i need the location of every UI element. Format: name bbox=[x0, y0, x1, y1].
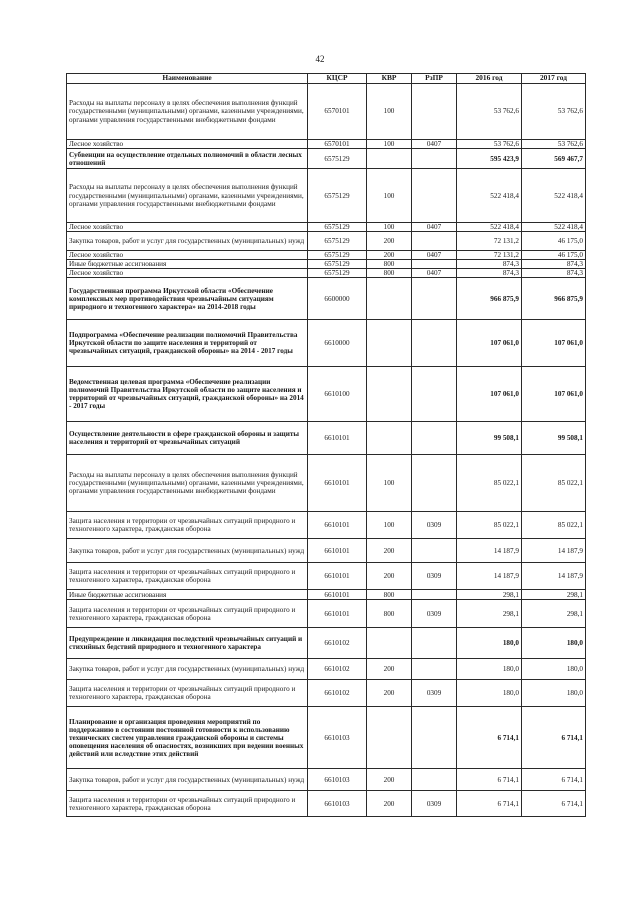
row-amount-2017: 298,1 bbox=[522, 600, 586, 628]
row-name: Защита населения и территории от чрезвычайных ситуаций природного и техногенного характера, гражданская оборона bbox=[67, 791, 308, 817]
row-amount-2016: 6 714,1 bbox=[457, 769, 522, 791]
row-kcsr: 6610101 bbox=[308, 455, 367, 512]
row-amount-2017: 46 175,0 bbox=[522, 251, 586, 260]
row-amount-2017: 53 762,6 bbox=[522, 84, 586, 140]
row-rzpr: 0309 bbox=[412, 680, 457, 707]
row-name: Подпрограмма «Обеспечение реализации полномочий Правительства Иркутской области по защите населения и территорий от чрезвычайных ситуаций, гражданской обороны» на 2014 - 2017 годы bbox=[67, 320, 308, 367]
row-name: Расходы на выплаты персоналу в целях обеспечения выполнения функций государственными (муниципальными) органами, казенными учреждениями, органами управления государственными внебюджетными фондами bbox=[67, 169, 308, 223]
row-amount-2017: 14 187,9 bbox=[522, 539, 586, 563]
row-kvr: 800 bbox=[367, 600, 412, 628]
row-amount-2016: 53 762,6 bbox=[457, 84, 522, 140]
row-amount-2016: 180,0 bbox=[457, 628, 522, 659]
row-kcsr: 6610102 bbox=[308, 659, 367, 680]
row-amount-2017: 180,0 bbox=[522, 659, 586, 680]
row-rzpr bbox=[412, 422, 457, 455]
table-row bbox=[67, 232, 586, 251]
row-amount-2017: 85 022,1 bbox=[522, 512, 586, 539]
table-row bbox=[67, 251, 586, 260]
row-amount-2017: 874,3 bbox=[522, 260, 586, 269]
row-name: Защита населения и территории от чрезвычайных ситуаций природного и техногенного характера, гражданская оборона bbox=[67, 600, 308, 628]
row-kcsr: 6610103 bbox=[308, 769, 367, 791]
row-kvr bbox=[367, 320, 412, 367]
row-kcsr: 6575129 bbox=[308, 269, 367, 278]
table-header-row bbox=[67, 74, 586, 84]
row-kcsr: 6570101 bbox=[308, 140, 367, 149]
row-name: Предупреждение и ликвидация последствий чрезвычайных ситуаций и стихийных бедствий природного и техногенного характера bbox=[67, 628, 308, 659]
row-kvr: 100 bbox=[367, 84, 412, 140]
row-kcsr: 6610101 bbox=[308, 539, 367, 563]
row-name: Осуществление деятельности в сфере гражданской обороны и защиты населения и территорий от чрезвычайных ситуаций bbox=[67, 422, 308, 455]
row-amount-2017: 6 714,1 bbox=[522, 769, 586, 791]
row-name: Государственная программа Иркутской области «Обеспечение комплексных мер противодействия чрезвычайным ситуациям природного и техногенного характера» на 2014-2018 годы bbox=[67, 278, 308, 320]
header-2016: 2016 год bbox=[457, 74, 522, 84]
row-kcsr: 6575129 bbox=[308, 169, 367, 223]
row-amount-2017: 6 714,1 bbox=[522, 791, 586, 817]
row-amount-2016: 72 131,2 bbox=[457, 251, 522, 260]
table-row bbox=[67, 455, 586, 512]
row-rzpr bbox=[412, 149, 457, 169]
row-kcsr: 6610102 bbox=[308, 628, 367, 659]
header-rzpr: РзПР bbox=[412, 74, 457, 84]
row-kvr bbox=[367, 278, 412, 320]
row-amount-2016: 72 131,2 bbox=[457, 232, 522, 251]
table-row bbox=[67, 512, 586, 539]
row-amount-2017: 522 418,4 bbox=[522, 169, 586, 223]
table-row bbox=[67, 278, 586, 320]
row-kvr: 100 bbox=[367, 169, 412, 223]
row-kvr bbox=[367, 707, 412, 769]
row-kvr: 100 bbox=[367, 223, 412, 232]
table-row bbox=[67, 590, 586, 600]
row-kcsr: 6610103 bbox=[308, 791, 367, 817]
row-rzpr bbox=[412, 659, 457, 680]
row-kvr: 200 bbox=[367, 769, 412, 791]
table-row bbox=[67, 563, 586, 590]
table-row bbox=[67, 260, 586, 269]
row-amount-2016: 298,1 bbox=[457, 590, 522, 600]
row-name: Лесное хозяйство bbox=[67, 223, 308, 232]
row-kvr: 200 bbox=[367, 680, 412, 707]
budget-table bbox=[66, 73, 586, 817]
row-amount-2016: 99 508,1 bbox=[457, 422, 522, 455]
row-name: Лесное хозяйство bbox=[67, 251, 308, 260]
row-kvr: 200 bbox=[367, 539, 412, 563]
row-kcsr: 6575129 bbox=[308, 260, 367, 269]
row-name: Закупка товаров, работ и услуг для государственных (муниципальных) нужд bbox=[67, 769, 308, 791]
row-kvr: 200 bbox=[367, 232, 412, 251]
row-rzpr: 0407 bbox=[412, 269, 457, 278]
table-row bbox=[67, 422, 586, 455]
row-amount-2017: 6 714,1 bbox=[522, 707, 586, 769]
table-row bbox=[67, 791, 586, 817]
row-rzpr: 0309 bbox=[412, 512, 457, 539]
row-amount-2016: 53 762,6 bbox=[457, 140, 522, 149]
row-rzpr bbox=[412, 707, 457, 769]
row-rzpr bbox=[412, 590, 457, 600]
row-amount-2017: 99 508,1 bbox=[522, 422, 586, 455]
row-name: Субвенции на осуществление отдельных полномочий в области лесных отношений bbox=[67, 149, 308, 169]
row-name: Иные бюджетные ассигнования bbox=[67, 260, 308, 269]
row-kvr: 200 bbox=[367, 791, 412, 817]
row-rzpr bbox=[412, 367, 457, 422]
row-amount-2016: 6 714,1 bbox=[457, 791, 522, 817]
table-row bbox=[67, 140, 586, 149]
row-amount-2016: 522 418,4 bbox=[457, 169, 522, 223]
row-name: Расходы на выплаты персоналу в целях обеспечения выполнения функций государственными (муниципальными) органами, казенными учреждениями, органами управления государственными внебюджетными фондами bbox=[67, 84, 308, 140]
row-rzpr bbox=[412, 232, 457, 251]
table-row bbox=[67, 628, 586, 659]
header-kvr: КВР bbox=[367, 74, 412, 84]
row-amount-2017: 85 022,1 bbox=[522, 455, 586, 512]
row-amount-2016: 180,0 bbox=[457, 659, 522, 680]
row-name: Закупка товаров, работ и услуг для государственных (муниципальных) нужд bbox=[67, 659, 308, 680]
row-name: Защита населения и территории от чрезвычайных ситуаций природного и техногенного характера, гражданская оборона bbox=[67, 563, 308, 590]
row-kvr bbox=[367, 149, 412, 169]
table-body bbox=[67, 84, 586, 817]
row-amount-2016: 966 875,9 bbox=[457, 278, 522, 320]
row-kcsr: 6610100 bbox=[308, 367, 367, 422]
row-kcsr: 6570101 bbox=[308, 84, 367, 140]
row-kvr: 800 bbox=[367, 260, 412, 269]
table-row bbox=[67, 680, 586, 707]
table-row bbox=[67, 320, 586, 367]
row-kvr: 100 bbox=[367, 140, 412, 149]
table-row bbox=[67, 223, 586, 232]
row-kvr: 200 bbox=[367, 659, 412, 680]
row-kvr bbox=[367, 367, 412, 422]
row-kvr: 100 bbox=[367, 455, 412, 512]
row-amount-2016: 107 061,0 bbox=[457, 367, 522, 422]
row-amount-2017: 107 061,0 bbox=[522, 320, 586, 367]
row-amount-2016: 85 022,1 bbox=[457, 512, 522, 539]
row-rzpr bbox=[412, 628, 457, 659]
row-name: Защита населения и территории от чрезвычайных ситуаций природного и техногенного характера, гражданская оборона bbox=[67, 512, 308, 539]
row-amount-2017: 874,3 bbox=[522, 269, 586, 278]
header-2017: 2017 год bbox=[522, 74, 586, 84]
row-amount-2016: 298,1 bbox=[457, 600, 522, 628]
table-row bbox=[67, 659, 586, 680]
row-name: Закупка товаров, работ и услуг для государственных (муниципальных) нужд bbox=[67, 539, 308, 563]
table-row bbox=[67, 269, 586, 278]
row-kvr: 200 bbox=[367, 563, 412, 590]
row-rzpr: 0407 bbox=[412, 223, 457, 232]
row-amount-2016: 14 187,9 bbox=[457, 563, 522, 590]
row-amount-2016: 595 423,9 bbox=[457, 149, 522, 169]
header-name: Наименование bbox=[67, 74, 308, 84]
row-kcsr: 6610101 bbox=[308, 512, 367, 539]
table-row bbox=[67, 769, 586, 791]
row-rzpr bbox=[412, 84, 457, 140]
row-kvr: 200 bbox=[367, 251, 412, 260]
row-amount-2017: 107 061,0 bbox=[522, 367, 586, 422]
row-amount-2017: 180,0 bbox=[522, 628, 586, 659]
page-number: 42 bbox=[315, 54, 325, 64]
row-rzpr bbox=[412, 278, 457, 320]
row-name: Лесное хозяйство bbox=[67, 269, 308, 278]
row-kcsr: 6575129 bbox=[308, 149, 367, 169]
row-rzpr: 0309 bbox=[412, 563, 457, 590]
row-kcsr: 6575129 bbox=[308, 232, 367, 251]
row-kcsr: 6610101 bbox=[308, 600, 367, 628]
row-name: Расходы на выплаты персоналу в целях обеспечения выполнения функций государственными (муниципальными) органами, казенными учреждениями, органами управления государственными внебюджетными фондами bbox=[67, 455, 308, 512]
row-kcsr: 6610101 bbox=[308, 563, 367, 590]
row-amount-2017: 522 418,4 bbox=[522, 223, 586, 232]
row-name: Закупка товаров, работ и услуг для государственных (муниципальных) нужд bbox=[67, 232, 308, 251]
header-kcsr: КЦСР bbox=[308, 74, 367, 84]
row-amount-2017: 53 762,6 bbox=[522, 140, 586, 149]
row-name: Планирование и организация проведения мероприятий по поддержанию в состоянии постоянной готовности к использованию технических систем управления гражданской обороны и системы оповещения населения об опасностях, возникших при ведении военных действий или вследствие этих действий bbox=[67, 707, 308, 769]
row-amount-2016: 107 061,0 bbox=[457, 320, 522, 367]
row-kcsr: 6600000 bbox=[308, 278, 367, 320]
row-amount-2017: 298,1 bbox=[522, 590, 586, 600]
row-rzpr: 0309 bbox=[412, 791, 457, 817]
row-rzpr bbox=[412, 539, 457, 563]
row-kcsr: 6610101 bbox=[308, 590, 367, 600]
row-name: Иные бюджетные ассигнования bbox=[67, 590, 308, 600]
row-amount-2016: 522 418,4 bbox=[457, 223, 522, 232]
row-amount-2016: 85 022,1 bbox=[457, 455, 522, 512]
row-amount-2016: 6 714,1 bbox=[457, 707, 522, 769]
row-kvr: 800 bbox=[367, 269, 412, 278]
row-kcsr: 6575129 bbox=[308, 223, 367, 232]
row-amount-2016: 874,3 bbox=[457, 269, 522, 278]
row-rzpr: 0407 bbox=[412, 140, 457, 149]
row-rzpr bbox=[412, 320, 457, 367]
row-amount-2016: 874,3 bbox=[457, 260, 522, 269]
row-rzpr: 0407 bbox=[412, 251, 457, 260]
row-amount-2016: 14 187,9 bbox=[457, 539, 522, 563]
row-rzpr bbox=[412, 769, 457, 791]
row-kcsr: 6610101 bbox=[308, 422, 367, 455]
table-row bbox=[67, 169, 586, 223]
table-row bbox=[67, 707, 586, 769]
row-kvr bbox=[367, 422, 412, 455]
row-rzpr bbox=[412, 169, 457, 223]
row-kvr: 800 bbox=[367, 590, 412, 600]
row-rzpr bbox=[412, 455, 457, 512]
table-row bbox=[67, 539, 586, 563]
row-amount-2017: 966 875,9 bbox=[522, 278, 586, 320]
row-kcsr: 6610103 bbox=[308, 707, 367, 769]
row-amount-2017: 569 467,7 bbox=[522, 149, 586, 169]
row-kcsr: 6610102 bbox=[308, 680, 367, 707]
table-row bbox=[67, 600, 586, 628]
table-row bbox=[67, 149, 586, 169]
row-kcsr: 6610000 bbox=[308, 320, 367, 367]
row-kvr: 100 bbox=[367, 512, 412, 539]
row-name: Защита населения и территории от чрезвычайных ситуаций природного и техногенного характера, гражданская оборона bbox=[67, 680, 308, 707]
row-amount-2017: 14 187,9 bbox=[522, 563, 586, 590]
row-rzpr: 0309 bbox=[412, 600, 457, 628]
row-amount-2017: 46 175,0 bbox=[522, 232, 586, 251]
row-name: Ведомственная целевая программа «Обеспечение реализации полномочий Правительства Иркутской области по защите населения и территорий от чрезвычайных ситуаций, гражданской обороны» на 2014 - 2017 годы bbox=[67, 367, 308, 422]
row-kcsr: 6575129 bbox=[308, 251, 367, 260]
row-amount-2016: 180,0 bbox=[457, 680, 522, 707]
table-row bbox=[67, 84, 586, 140]
row-amount-2017: 180,0 bbox=[522, 680, 586, 707]
table-row bbox=[67, 367, 586, 422]
row-name: Лесное хозяйство bbox=[67, 140, 308, 149]
row-rzpr bbox=[412, 260, 457, 269]
row-kvr bbox=[367, 628, 412, 659]
